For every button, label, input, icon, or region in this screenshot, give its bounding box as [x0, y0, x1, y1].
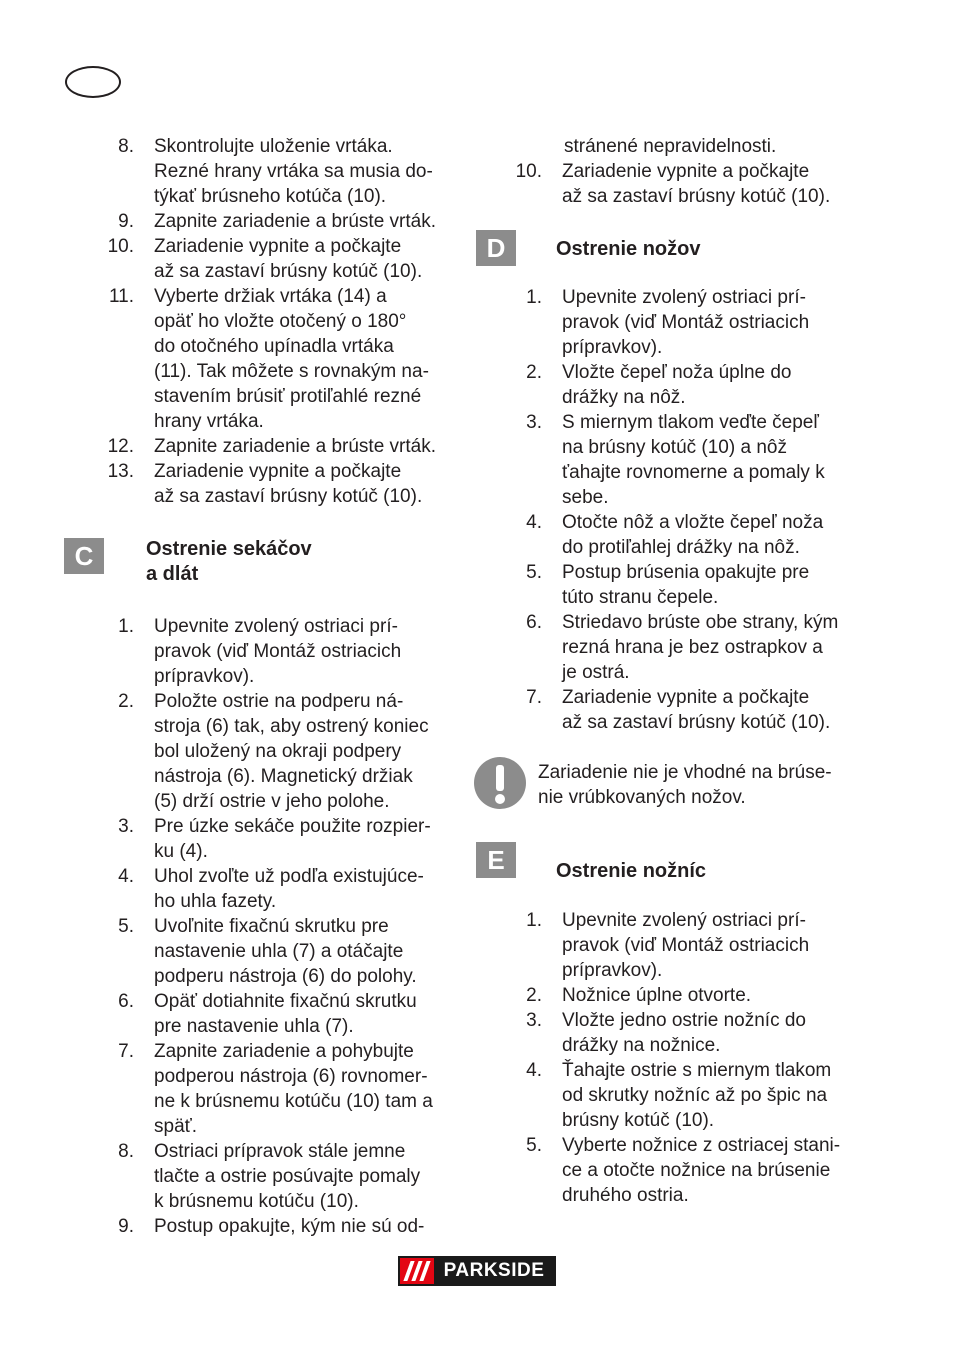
- list-item-text: Uhol zvoľte už podľa existujúce- ho uhla fazety.: [154, 866, 424, 912]
- list-item-number: 11.: [108, 286, 134, 307]
- list-item-text: Zariadenie vypnite a počkajte až sa zastaví brúsny kotúč (10).: [154, 236, 423, 282]
- list-item: [104, 459, 454, 509]
- list-item-number: 1.: [118, 616, 134, 637]
- list-item-text: Zariadenie vypnite a počkajte až sa zastaví brúsny kotúč (10).: [562, 161, 831, 207]
- list-item-number: 3.: [118, 816, 134, 837]
- list-item-text: Vyberte nožnice z ostriacej stani- ce a otočte nožnice na brúsenie druhého ostria.: [562, 1135, 841, 1206]
- section-c-steps-list: [104, 614, 454, 1239]
- list-item: [104, 1039, 454, 1139]
- section-e-title: Ostrenie nožníc: [556, 860, 707, 882]
- list-item-text: Pre úzke sekáče použite rozpier- ku (4).: [154, 816, 431, 862]
- list-item-text: Upevnite zvolený ostriaci prí- pravok (viď Montáž ostriacich prípravkov).: [154, 616, 402, 687]
- list-item-number: 10.: [107, 236, 134, 257]
- list-item-text: Upevnite zvolený ostriaci prí- pravok (viď Montáž ostriacich prípravkov).: [562, 910, 810, 981]
- list-item: [512, 685, 862, 735]
- section-e: [487, 845, 862, 1208]
- list-item-text: Vložte čepeľ noža úplne do drážky na nôž.: [562, 362, 792, 408]
- list-item-text: Zariadenie vypnite a počkajte až sa zastaví brúsny kotúč (10).: [562, 687, 831, 733]
- list-item: [104, 234, 454, 284]
- list-item-text: Striedavo brúste obe strany, kým rezná hrana je bez ostrapkov a je ostrá.: [562, 612, 839, 683]
- list-item-text: Postup opakujte, kým nie sú od-: [154, 1216, 425, 1237]
- list-item-text: Položte ostrie na podperu ná- stroja (6) tak, aby ostrený koniec bol uložený na okraji podpery nástroja (6). Magnetický držiak (5) drží ostrie v jeho polohe.: [154, 691, 429, 812]
- list-item: [512, 510, 862, 560]
- section-e-steps-list: [512, 908, 862, 1208]
- list-item-number: 9.: [118, 1216, 134, 1237]
- logo-wordmark: PARKSIDE: [434, 1258, 554, 1284]
- section-d-steps-list: [512, 285, 862, 735]
- drill-steps-list: [104, 134, 454, 509]
- parkside-logo: [398, 1256, 556, 1286]
- list-item-number: 6.: [118, 991, 134, 1012]
- list-item: [104, 614, 454, 689]
- section-d: [486, 233, 862, 735]
- list-item-text: Ostriaci prípravok stále jemne tlačte a ostrie posúvajte pomaly k brúsnemu kotúču (10).: [154, 1141, 421, 1212]
- section-d-badge: D: [476, 230, 516, 266]
- section-c-title: Ostrenie sekáčov a dlát: [146, 538, 312, 585]
- list-item: [104, 284, 454, 434]
- left-column: [74, 134, 454, 1239]
- list-item-text: S miernym tlakom veďte čepeľ na brúsny kotúč (10) a nôž ťahajte rovnomerne a pomaly k sebe.: [562, 412, 825, 508]
- list-item: [104, 209, 454, 234]
- drill-steps-continued-list: [512, 159, 862, 209]
- list-item: [104, 134, 454, 209]
- list-item: [512, 285, 862, 360]
- list-item: [512, 159, 862, 209]
- list-item-number: 1.: [526, 287, 542, 308]
- section-c-badge: C: [64, 538, 104, 574]
- continued-text: stránené nepravidelnosti.: [564, 136, 777, 157]
- list-item-number: 2.: [526, 362, 542, 383]
- list-item: [104, 434, 454, 459]
- list-item: [104, 1139, 454, 1214]
- list-item-number: 4.: [118, 866, 134, 887]
- logo-stripes: [400, 1258, 434, 1284]
- list-item-number: 2.: [526, 985, 542, 1006]
- section-c: [74, 537, 454, 1239]
- section-d-title: Ostrenie nožov: [556, 238, 701, 260]
- list-item-text: Skontrolujte uloženie vrtáka. Rezné hrany vrtáka sa musia do- týkať brúsneho kotúča (10).: [154, 136, 433, 207]
- list-item-number: 5.: [526, 562, 542, 583]
- list-item-number: 1.: [526, 910, 542, 931]
- list-item-text: Zariadenie vypnite a počkajte až sa zastaví brúsny kotúč (10).: [154, 461, 423, 507]
- list-item: [512, 1058, 862, 1133]
- list-item-number: 8.: [118, 1141, 134, 1162]
- warning-note: Zariadenie nie je vhodné na brúse- nie vrúbkovaných nožov.: [538, 762, 832, 808]
- list-item-number: 12.: [107, 436, 134, 457]
- list-item-number: 4.: [526, 512, 542, 533]
- list-item-number: 7.: [526, 687, 542, 708]
- list-item-number: 7.: [118, 1041, 134, 1062]
- list-item-text: Zapnite zariadenie a brúste vrták.: [154, 211, 436, 232]
- list-item-number: 10.: [515, 161, 542, 182]
- list-item: [512, 610, 862, 685]
- exclamation-circle-icon: [474, 757, 526, 809]
- list-item-text: Upevnite zvolený ostriaci prí- pravok (viď Montáž ostriacich prípravkov).: [562, 287, 810, 358]
- list-item: [512, 908, 862, 983]
- list-item: [512, 1133, 862, 1208]
- list-item-number: 2.: [118, 691, 134, 712]
- section-e-badge: E: [476, 842, 516, 878]
- list-item-number: 5.: [118, 916, 134, 937]
- list-item: [512, 360, 862, 410]
- list-item-text: Zapnite zariadenie a brúste vrták.: [154, 436, 436, 457]
- list-item-number: 9.: [118, 211, 134, 232]
- list-item-text: Opäť dotiahnite fixačnú skrutku pre nastavenie uhla (7).: [154, 991, 417, 1037]
- list-item-number: 13.: [107, 461, 134, 482]
- right-column: [486, 134, 862, 735]
- list-item-text: Nožnice úplne otvorte.: [562, 985, 752, 1006]
- list-item-number: 8.: [118, 136, 134, 157]
- list-item-number: 5.: [526, 1135, 542, 1156]
- list-item: [104, 1214, 454, 1239]
- list-item-text: Otočte nôž a vložte čepeľ noža do protiľahlej drážky na nôž.: [562, 512, 824, 558]
- list-item: [104, 689, 454, 814]
- list-item-text: Zapnite zariadenie a pohybujte podperou nástroja (6) rovnomer- ne k brúsnemu kotúču (10) tam a späť.: [154, 1041, 433, 1137]
- list-item-text: Ťahajte ostrie s miernym tlakom od skrutky nožníc až po špic na brúsny kotúč (10).: [562, 1060, 832, 1131]
- list-item-text: Vyberte držiak vrtáka (14) a opäť ho vložte otočený o 180° do otočného upínadla vrtáka (11). Tak môžete s rovnakým na- stavením brúsiť protiľahlé rezné hrany vrtáka.: [154, 286, 429, 432]
- list-item: [512, 1008, 862, 1058]
- list-item-number: 3.: [526, 1010, 542, 1031]
- list-item-text: Vložte jedno ostrie nožníc do drážky na nožnice.: [562, 1010, 806, 1056]
- list-item: [104, 989, 454, 1039]
- list-item: [104, 864, 454, 914]
- list-item: [512, 560, 862, 610]
- list-item-number: 6.: [526, 612, 542, 633]
- list-item-text: Postup brúsenia opakujte pre túto stranu čepele.: [562, 562, 810, 608]
- list-item: [512, 410, 862, 510]
- list-item-number: 3.: [526, 412, 542, 433]
- list-item-text: Uvoľnite fixačnú skrutku pre nastavenie uhla (7) a otáčajte podperu nástroja (6) do polohy.: [154, 916, 417, 987]
- language-oval-icon: [65, 66, 121, 98]
- list-item: [104, 914, 454, 989]
- list-item: [512, 983, 862, 1008]
- list-item-number: 4.: [526, 1060, 542, 1081]
- list-item: [104, 814, 454, 864]
